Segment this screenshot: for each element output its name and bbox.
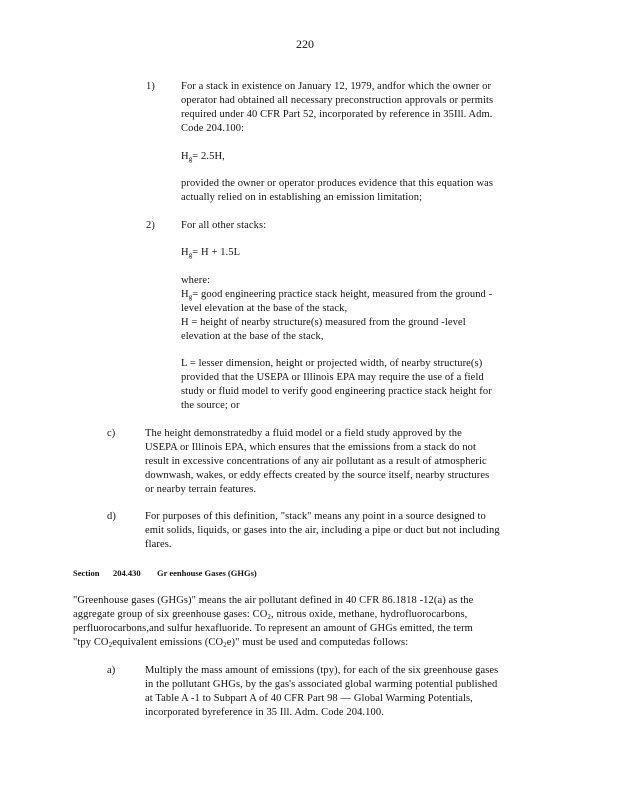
definition-text: = good engineering practice stack height, measured from the ground - <box>192 289 493 300</box>
item-c-line: USEPA or Illinois EPA, which ensures that the emissions from a stack do not <box>145 442 477 453</box>
section-number: 204.430 <box>113 568 141 578</box>
definition-line: level elevation at the base of the stack, <box>181 303 348 314</box>
equation-hg-existing <box>181 150 225 166</box>
ghg-definition-line <box>73 636 408 652</box>
equation-subscript: g <box>188 251 193 259</box>
item-c-line: downwash, wakes, or eddy effects created by the source itself, nearby structures <box>145 470 490 481</box>
item-1-line: Code 204.100: <box>181 123 245 134</box>
subscript: 2 <box>108 641 113 649</box>
item-c-line: or nearby terrain features. <box>145 484 257 495</box>
item-a-line: at Table A -1 to Subpart A of 40 CFR Part 98 — Global Warming Potentials, <box>145 693 473 704</box>
definition-l-line: provided that the USEPA or Illinois EPA may require the use of a field <box>181 372 484 383</box>
item-1-line: operator had obtained all necessary preconstruction approvals or permits <box>181 95 494 106</box>
item-2-intro: For all other stacks: <box>181 220 267 231</box>
text-run: , nitrous oxide, methane, hydrofluorocarbons, <box>271 609 468 620</box>
item-c-line: The height demonstratedby a fluid model or a field study approved by the <box>145 428 462 439</box>
definition-l-line: L = lesser dimension, height or projected width, of nearby structure(s) <box>181 358 483 369</box>
definition-l-line: study or fluid model to verify good engineering practice stack height for <box>181 386 492 397</box>
item-a-line: incorporated byreference in 35 Ill. Adm. Code 204.100. <box>145 707 384 718</box>
item-1-after-line: actually relied on in establishing an emission limitation; <box>181 192 423 203</box>
where-label: where: <box>181 275 211 286</box>
item-2-marker: 2) <box>146 220 155 231</box>
subscript: 2 <box>267 613 272 621</box>
definition-l-line: the source; or <box>181 400 240 411</box>
section-title: Gr eenhouse Gases (GHGs) <box>157 568 257 578</box>
equation-symbol: H <box>181 247 189 258</box>
item-d-marker: d) <box>107 511 116 522</box>
item-d-line: For purposes of this definition, "stack" means any point in a source designed to <box>145 511 486 522</box>
equation-expression: = 2.5H, <box>192 151 225 162</box>
item-a-line: in the pollutant GHGs, by the gas's associated global warming potential published <box>145 679 498 690</box>
definition-line: elevation at the base of the stack, <box>181 331 324 342</box>
equation-expression: = H + 1.5L <box>192 247 241 258</box>
item-d-line: emit solids, liquids, or gases into the air, including a pipe or duct but not including <box>145 525 500 536</box>
equation-symbol: H <box>181 151 189 162</box>
item-a-line: Multiply the mass amount of emissions (tpy), for each of the six greenhouse gases <box>145 665 499 676</box>
definition-symbol: H <box>181 289 189 300</box>
definition-line: H = height of nearby structure(s) measured from the ground -level <box>181 317 466 328</box>
item-c-marker: c) <box>107 428 116 439</box>
item-a-marker: a) <box>107 665 116 676</box>
text-run: "tpy CO <box>73 637 109 648</box>
ghg-definition-line: perfluorocarbons,and sulfur hexafluoride. To represent an amount of GHGs emitted, the term <box>73 623 473 634</box>
text-run: e)" must be used and computedas follows: <box>226 637 409 648</box>
item-1-after-line: provided the owner or operator produces evidence that this equation was <box>181 178 494 189</box>
equation-subscript: g <box>188 155 193 163</box>
definition-subscript: g <box>188 293 193 301</box>
item-d-line: flares. <box>145 539 172 550</box>
ghg-definition-line: "Greenhouse gases (GHGs)" means the air pollutant defined in 40 CFR 86.1818 -12(a) as the <box>73 595 474 606</box>
equation-hg-other <box>181 246 240 262</box>
section-label: Section <box>73 568 100 578</box>
item-1-marker: 1) <box>146 81 155 92</box>
page-number: 220 <box>296 37 314 51</box>
text-run: aggregate group of six greenhouse gases: CO <box>73 609 268 620</box>
subscript: 2 <box>223 641 227 649</box>
text-run: equivalent emissions (CO <box>112 637 224 648</box>
item-1-line: For a stack in existence on January 12, 1979, andfor which the owner or <box>181 81 492 92</box>
item-c-line: result in excessive concentrations of any air pollutant as a result of atmospheric <box>145 456 487 467</box>
item-1-line: required under 40 CFR Part 52, incorporated by reference in 35Ill. Adm. <box>181 109 493 120</box>
